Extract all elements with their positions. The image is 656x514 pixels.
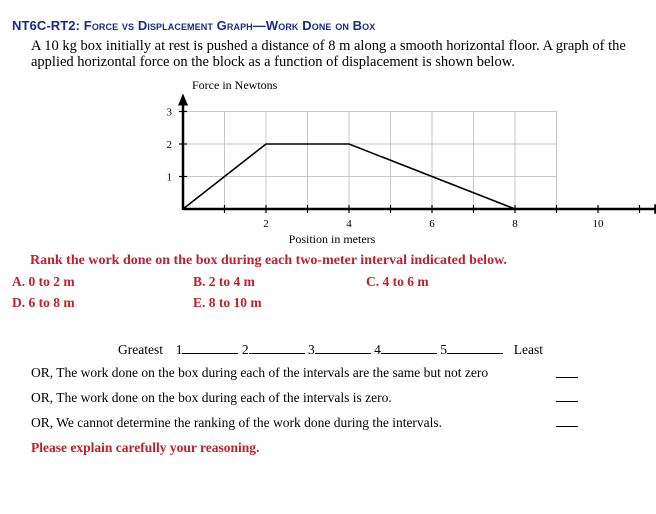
option-e: E. 8 to 10 m [193, 295, 262, 310]
y-tick-label: 2 [166, 139, 172, 151]
rank-slot-5-number: 5 [440, 342, 447, 357]
least-label: Least [513, 342, 543, 357]
rank-slot-2[interactable] [249, 341, 305, 354]
x-tick-label: 10 [592, 218, 604, 230]
alternative-zero: OR, The work done on the box during each of the intervals is zero. [31, 390, 392, 405]
option-a: A. 0 to 2 m [12, 274, 75, 289]
option-c: C. 4 to 6 m [366, 274, 429, 289]
rank-slot-5[interactable] [447, 341, 503, 354]
y-tick-label: 1 [166, 171, 172, 184]
x-tick-label: 6 [429, 218, 435, 230]
rank-prompt: Rank the work done on the box during each two-meter interval indicated below. [30, 253, 507, 268]
y-axis-arrow [178, 94, 188, 106]
chart-grid [183, 112, 557, 210]
y-axis-label: Force in Newtons [192, 78, 278, 92]
x-tick-label: 8 [512, 218, 518, 230]
rank-slot-4-number: 4 [374, 342, 381, 357]
force-position-chart [150, 74, 604, 252]
page-title: NT6C-RT2: Force vs Displacement Graph—Work Done on Box [12, 18, 376, 33]
alternative-same-not-zero-blank[interactable] [556, 365, 578, 378]
problem-statement: A 10 kg box initially at rest is pushed a distance of 8 m along a smooth horizontal floor. A graph of the applied horizontal force on the block as a function of displacement is shown below. [31, 38, 626, 70]
option-d: D. 6 to 8 m [12, 295, 75, 310]
rank-slot-3-number: 3 [307, 342, 315, 357]
chart-ticks [167, 107, 640, 231]
x-axis-label: Position in meters [288, 232, 376, 246]
ranking-row [118, 341, 543, 358]
alternative-same-not-zero: OR, The work done on the box during each of the intervals are the same but not zero [31, 365, 489, 380]
alternative-cannot-determine-blank[interactable] [556, 414, 578, 427]
rank-slot-1-number: 1 [175, 342, 183, 357]
rank-slot-1[interactable] [182, 341, 238, 354]
option-b: B. 2 to 4 m [193, 274, 255, 289]
y-tick-label: 3 [166, 106, 172, 119]
x-tick-label: 2 [263, 218, 269, 230]
rank-slot-3[interactable] [315, 341, 371, 354]
explain-prompt: Please explain carefully your reasoning. [31, 440, 260, 455]
x-tick-label: 4 [346, 218, 352, 230]
greatest-label: Greatest [118, 342, 163, 357]
alternative-cannot-determine: OR, We cannot determine the ranking of the work done during the intervals. [31, 415, 443, 430]
alternative-zero-blank[interactable] [556, 389, 578, 402]
rank-slot-2-number: 2 [241, 342, 249, 357]
rank-slot-4[interactable] [381, 341, 437, 354]
